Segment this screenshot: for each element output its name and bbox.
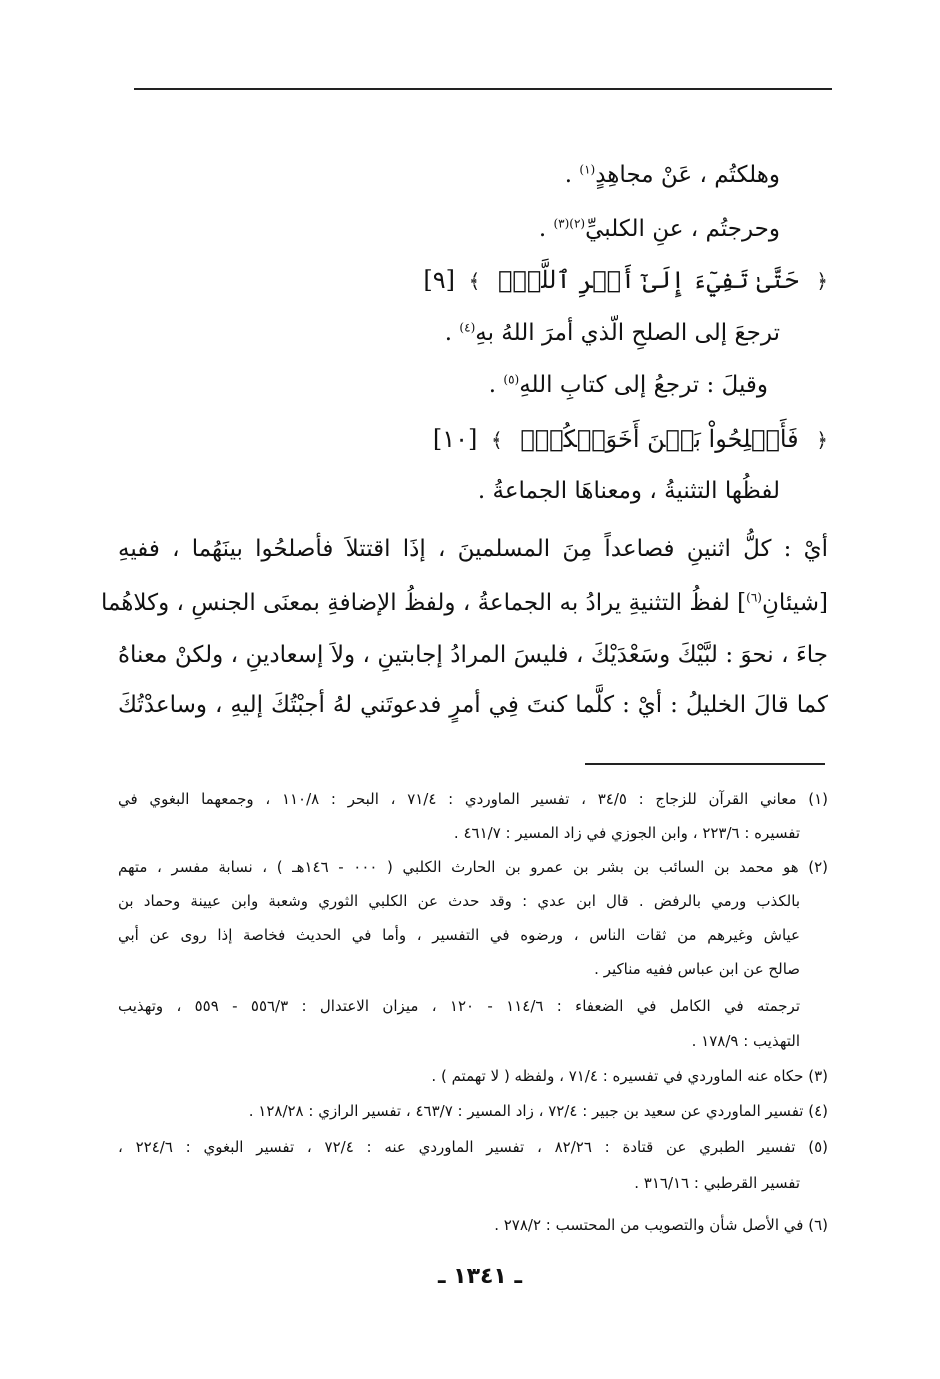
commentary-line-2 xyxy=(539,218,780,241)
commentary-text: وقيلَ : ترجعُ إلى كتابِ اللهِ xyxy=(519,372,768,398)
period: . xyxy=(538,216,554,242)
commentary-line-7: لفظُها التثنيةُ ، ومعناهَا الجماعةُ . xyxy=(477,478,780,504)
page-number: ـ ١٣٤١ ـ xyxy=(437,1264,523,1289)
footnote-4: (٤) تفسير الماوردي عن سعيد بن جبير : ٧٢/٤ ، زاد المسير : ٤٦٣/٧ ، تفسير الرازي : ١٢٨/٢٨ . xyxy=(248,1102,828,1120)
verse-heading-9 xyxy=(423,268,828,292)
footnote-5-line-1: (٥) تفسير الطبري عن قتادة : ٨٢/٢٦ ، تفسير الماوردي عنه : ٧٢/٤ ، تفسير البغوي : ٢٢٤/٦ ، xyxy=(118,1138,828,1156)
commentary-text: ترجعَ إلى الصلحِ الّذي أمرَ اللهُ بهِ xyxy=(475,320,780,346)
commentary-text: وحرجتُم ، عنِ الكلبيِّ xyxy=(585,216,780,242)
period: . xyxy=(564,162,580,188)
footnote-5-line-2: تفسير القرطبي : ٣١٦/١٦ . xyxy=(634,1174,800,1192)
footnote-2-line-4: صالح عن ابن عباس ففيه مناكير . xyxy=(594,960,800,978)
footnote-ref: (٤) xyxy=(459,320,476,335)
footnote-2-line-3: عياش وغيرهم من ثقات الناس ، ورضوه في التفسير ، وأما في الحديث فخاصة إذا روى عن أبي xyxy=(118,926,800,944)
quran-verse-text: حَتَّىٰ تَفِيٓءَ إِلَىٰٓ أَمۡرِ ٱللَّهِۚ xyxy=(498,266,799,294)
body-line-4: كما قالَ الخليلُ : أيْ : كلَّما كنتَ فِي أمرٍ فدعوتَني لهُ أجبْتُكَ إليهِ ، وساعدْتُكَ xyxy=(118,692,828,718)
footnote-ref: (٥) xyxy=(503,372,520,387)
body-line-3: جاءَ ، نحوَ : لبَّيْكَ وسَعْدَيْكَ ، فليسَ المرادُ إجابتينِ ، ولاَ إسعادينِ ، ولكنْ معناهُ xyxy=(118,642,828,668)
footnote-ref: (٢)(٣) xyxy=(553,216,586,231)
commentary-text: وهلكتُم ، عَنْ مجاهِدٍ xyxy=(595,162,780,188)
footnote-ref: (١) xyxy=(579,162,596,177)
footnote-2-line-2: بالكذب ورمي بالرفض . قال ابن عدي : وقد حدث عن الكلبي الثوري وشعبة وابن عيينة وحماد بن xyxy=(118,892,800,910)
ornate-bracket-close: ﴾ xyxy=(468,269,481,293)
period: . xyxy=(488,372,504,398)
verse-number: [١٠] xyxy=(432,425,478,453)
body-text: ] لفظُ التثنيةِ يرادُ به الجماعةُ ، ولفظُ الإضافةِ بمعنَى الجنسِ ، وكلاهُما xyxy=(100,590,747,616)
period: . xyxy=(444,320,460,346)
header-rule xyxy=(134,88,832,90)
footnote-ref: (٦) xyxy=(746,590,762,605)
footnote-separator xyxy=(585,763,825,765)
footnote-1-line-2: تفسيره : ٢٢٣/٦ ، وابن الجوزي في زاد المسير : ٤٦١/٧ . xyxy=(453,824,800,842)
body-line-2 xyxy=(100,590,828,616)
verse-heading-10 xyxy=(433,427,828,451)
footnote-2-line-6: التهذيب : ١٧٨/٩ . xyxy=(691,1032,800,1050)
footnote-3: (٣) حكاه عنه الماوردي في تفسيره : ٧١/٤ ، ولفظه ( لا تهمتم ) . xyxy=(431,1067,828,1085)
footnote-2-line-5: ترجمته في الكامل في الضعفاء : ١١٤/٦ - ١٢٠ ، ميزان الاعتدال : ٥٥٦/٣ - ٥٥٩ ، وتهذيب xyxy=(118,997,801,1015)
quran-verse-text: فَأَصۡلِحُواْ بَيۡنَ أَخَوَيۡكُمۡۚ xyxy=(520,425,799,453)
verse-number: [٩] xyxy=(423,266,456,294)
footnote-2-line-1: (٢) هو محمد بن السائب بن بشر بن عمرو بن الحارث الكلبي ( ٠٠٠ - ١٤٦هـ ) ، نسابة مفسر ، متهم xyxy=(118,858,828,876)
body-line-1: أيْ : كلُّ اثنينِ فصاعداً مِنَ المسلمينَ ، إذَا اقتتلاَ فأصلحُوا بينَهُما ، ففيهِ xyxy=(118,536,828,562)
ornate-bracket-close: ﴾ xyxy=(491,428,503,452)
footnote-1-line-1: (١) معاني القرآن للزجاج : ٣٤/٥ ، تفسير الماوردي : ٧١/٤ ، البحر : ١١٠/٨ ، وجمعهما البغوي في xyxy=(118,790,828,808)
commentary-line-4 xyxy=(445,322,780,345)
commentary-line-1 xyxy=(565,164,780,187)
ornate-bracket-open: ﴿ xyxy=(816,428,828,452)
bracket-word: [شيئانِ xyxy=(761,590,828,616)
ornate-bracket-open: ﴿ xyxy=(816,269,828,293)
commentary-line-5 xyxy=(489,374,768,397)
footnote-6: (٦) في الأصل شأن والتصويب من المحتسب : ٢٧٨/٢ . xyxy=(494,1216,828,1234)
